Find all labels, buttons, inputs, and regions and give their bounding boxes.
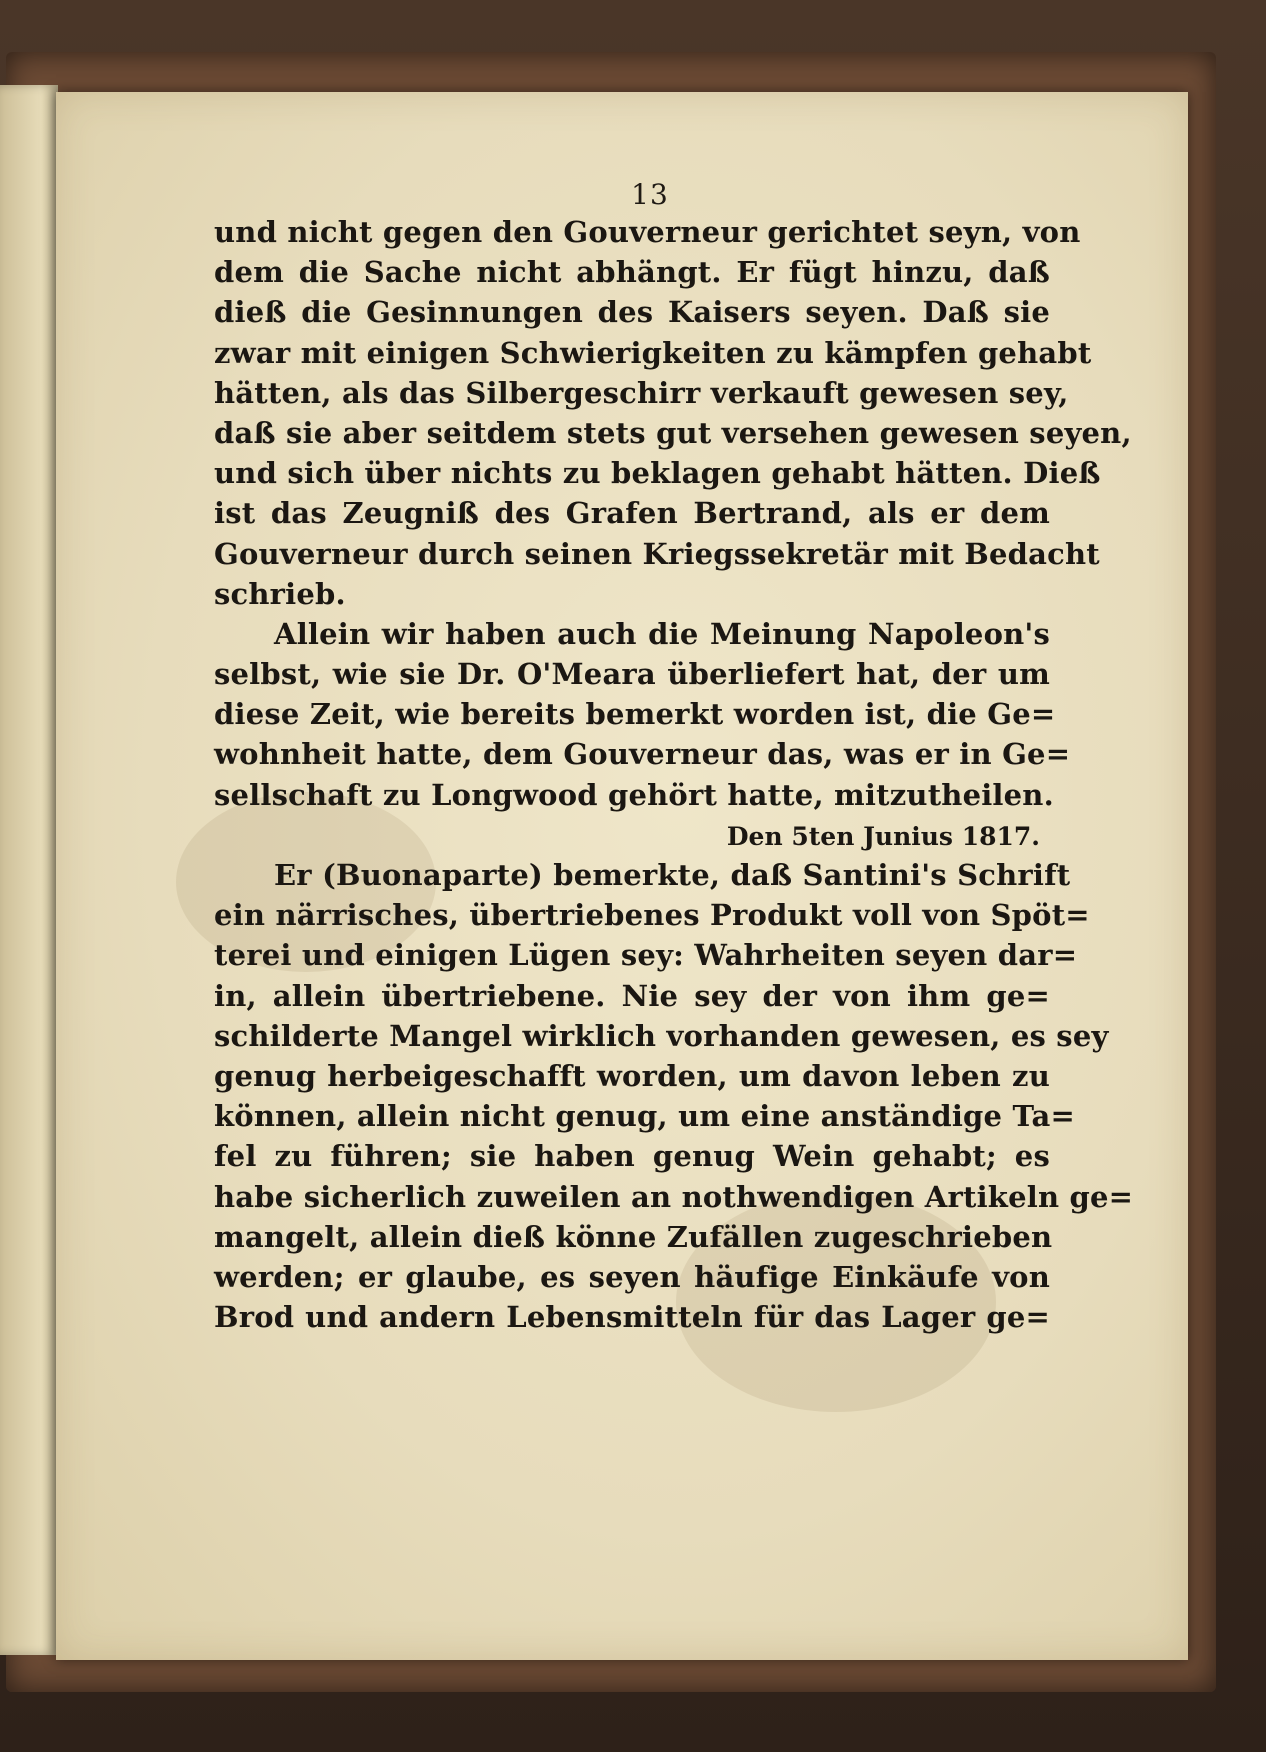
text-line: ein närrisches, übertriebenes Produkt voll von Spöt= bbox=[214, 898, 1090, 933]
text-line: mangelt, allein dieß könne Zufällen zugeschrieben bbox=[214, 1219, 1053, 1254]
text-line: terei und einigen Lügen sey: Wahrheiten seyen dar= bbox=[214, 938, 1078, 973]
page-number: 13 bbox=[631, 178, 669, 211]
text-line: in, allein übertriebene. Nie sey der von ihm ge= bbox=[214, 978, 1050, 1013]
text-line: Gouverneur durch seinen Kriegssekretär mit Bedacht bbox=[214, 536, 1100, 571]
text-line: fel zu führen; sie haben genug Wein gehabt; es bbox=[214, 1139, 1050, 1174]
text-line: ist das Zeugniß des Grafen Bertrand, als er dem bbox=[214, 496, 1050, 531]
text-line: dieß die Gesinnungen des Kaisers seyen. Daß sie bbox=[214, 295, 1050, 330]
text-line: Er (Buonaparte) bemerkte, daß Santini's Schrift bbox=[274, 858, 1071, 892]
text-line: Allein wir haben auch die Meinung Napoleon's bbox=[274, 616, 1050, 651]
text-line: schrieb. bbox=[214, 576, 346, 611]
text-line: und nicht gegen den Gouverneur gerichtet seyn, von bbox=[214, 215, 1081, 249]
text-line: daß sie aber seitdem stets gut versehen gewesen seyen, bbox=[214, 415, 1132, 450]
text-block bbox=[214, 212, 1134, 1337]
text-line: zwar mit einigen Schwierigkeiten zu kämpfen gehabt bbox=[214, 335, 1092, 370]
text-line: Brod und andern Lebensmitteln für das Lager ge= bbox=[214, 1300, 1050, 1335]
text-line: können, allein nicht genug, um eine anständige Ta= bbox=[214, 1099, 1075, 1134]
text-line: diese Zeit, wie bereits bemerkt worden ist, die Ge= bbox=[214, 697, 1056, 732]
text-line: selbst, wie sie Dr. O'Meara überliefert hat, der um bbox=[214, 657, 1050, 692]
text-line: genug herbeigeschafft worden, um davon leben zu bbox=[214, 1058, 1050, 1093]
text-line: hätten, als das Silbergeschirr verkauft gewesen sey, bbox=[214, 375, 1069, 410]
text-line: sellschaft zu Longwood gehört hatte, mitzutheilen. bbox=[214, 777, 1054, 812]
text-line: werden; er glaube, es seyen häufige Einkäufe von bbox=[214, 1259, 1050, 1294]
text-line: wohnheit hatte, dem Gouverneur das, was er in Ge= bbox=[214, 737, 1071, 772]
left-page-edge bbox=[0, 85, 58, 1655]
text-line: und sich über nichts zu beklagen gehabt hätten. Dieß bbox=[214, 456, 1101, 491]
text-line: habe sicherlich zuweilen an nothwendigen Artikeln ge= bbox=[214, 1179, 1134, 1214]
dateline: Den 5ten Junius 1817. bbox=[726, 821, 1040, 851]
text-line: schilderte Mangel wirklich vorhanden gewesen, es sey bbox=[214, 1018, 1109, 1053]
text-line: dem die Sache nicht abhängt. Er fügt hinzu, daß bbox=[214, 255, 1050, 290]
